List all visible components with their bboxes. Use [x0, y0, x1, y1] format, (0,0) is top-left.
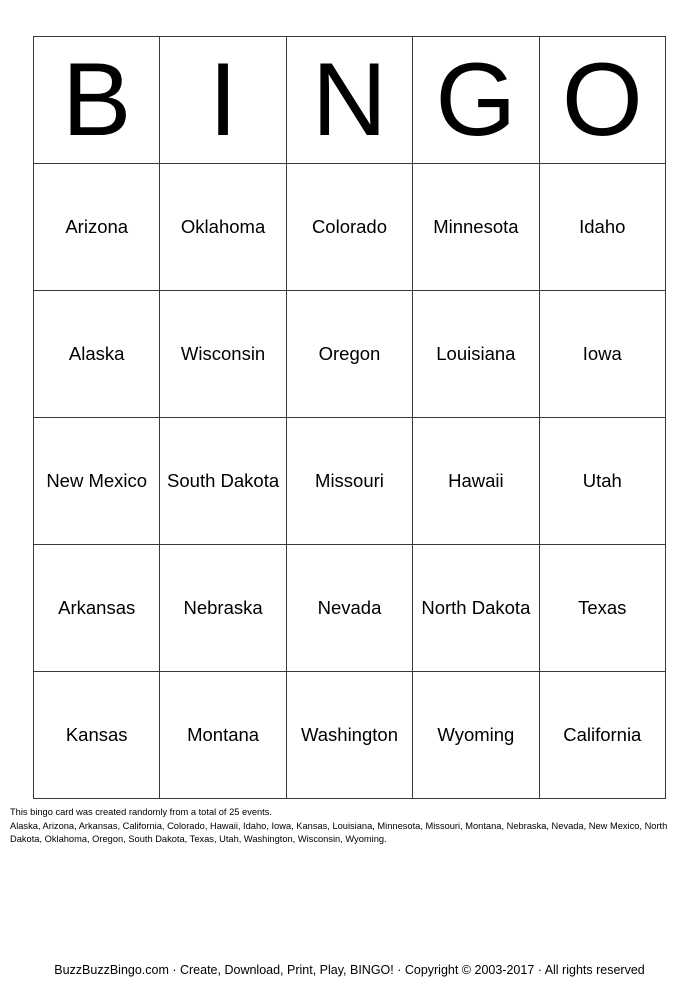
card-footnote	[10, 806, 682, 847]
bingo-cell: Texas	[539, 545, 665, 672]
bingo-cell: Arkansas	[34, 545, 160, 672]
bingo-header-letter: I	[160, 37, 286, 164]
site-footer: BuzzBuzzBingo.com · Create, Download, Print, Play, BINGO! · Copyright © 2003-2017 · All rights reserved	[54, 963, 645, 977]
bingo-cell: Utah	[539, 418, 665, 545]
bingo-cell: North Dakota	[413, 545, 539, 672]
bingo-cell: Wyoming	[413, 672, 539, 799]
bingo-cell: New Mexico	[34, 418, 160, 545]
bingo-cell: Kansas	[34, 672, 160, 799]
bingo-header-letter: B	[34, 37, 160, 164]
bingo-cell: Montana	[160, 672, 286, 799]
bingo-cell: Hawaii	[413, 418, 539, 545]
bingo-cell: Minnesota	[413, 164, 539, 291]
bingo-row	[34, 672, 666, 799]
bingo-row	[34, 164, 666, 291]
bingo-cell: Oklahoma	[160, 164, 286, 291]
bingo-cell: Arizona	[34, 164, 160, 291]
bingo-cell: Missouri	[286, 418, 412, 545]
footnote-event-list: Alaska, Arizona, Arkansas, California, Colorado, Hawaii, Idaho, Iowa, Kansas, Louisiana, Minnesota, Missouri, Montana, Nebraska, Nevada, New Mexico, North Dakota, Oklahoma, Oregon, South Dakota, Texas, Utah, Washington, Wisconsin, Wyoming.	[10, 820, 668, 844]
bingo-cell: Nebraska	[160, 545, 286, 672]
bingo-row	[34, 291, 666, 418]
bingo-header-row	[34, 37, 666, 164]
bingo-cell: Alaska	[34, 291, 160, 418]
bingo-cell: Nevada	[286, 545, 412, 672]
bingo-cell: Wisconsin	[160, 291, 286, 418]
bingo-cell: Oregon	[286, 291, 412, 418]
bingo-cell: South Dakota	[160, 418, 286, 545]
bingo-row	[34, 545, 666, 672]
bingo-cell: California	[539, 672, 665, 799]
bingo-cell: Iowa	[539, 291, 665, 418]
bingo-cell: Louisiana	[413, 291, 539, 418]
bingo-cell: Washington	[286, 672, 412, 799]
bingo-card	[33, 36, 666, 799]
footnote-summary: This bingo card was created randomly from a total of 25 events.	[10, 807, 272, 817]
bingo-cell: Colorado	[286, 164, 412, 291]
bingo-header-letter: N	[286, 37, 412, 164]
bingo-header-letter: O	[539, 37, 665, 164]
bingo-header-letter: G	[413, 37, 539, 164]
bingo-row	[34, 418, 666, 545]
bingo-cell: Idaho	[539, 164, 665, 291]
